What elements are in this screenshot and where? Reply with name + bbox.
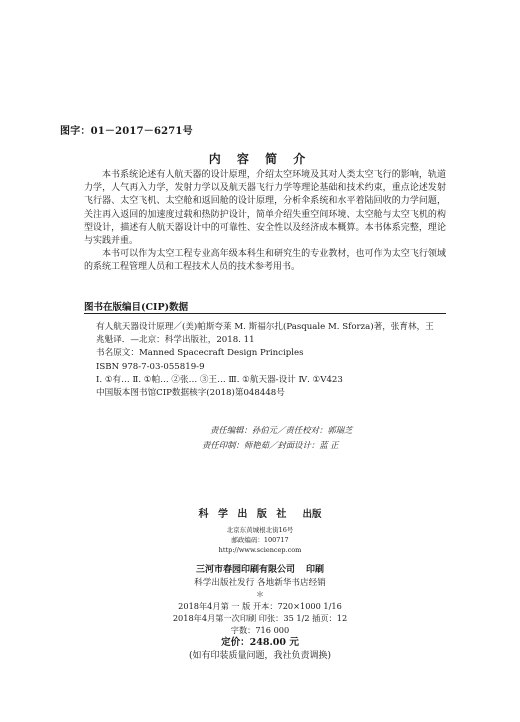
intro-text — [84, 169, 446, 275]
intro-paragraph: 本书可以作为太空工程专业高年级本科生和研究生的专业教材，也可作为太空飞行领域的系统工程管理人员和工程技术人员的技术参考用书。 — [84, 249, 446, 273]
printer-line — [0, 557, 520, 577]
publisher-address: 北京东黄城根北街16号 — [226, 526, 294, 534]
quality-notice: (如有印装质量问题，我社负责调换) — [188, 651, 332, 661]
staff-line: 责任编辑：孙伯元／责任校对：郭瑞芝 — [210, 425, 353, 435]
printer-action: 印刷 — [306, 565, 325, 575]
staff-line: 责任印制：师艳茹／封面设计：蓝 正 — [202, 440, 339, 450]
edition-line: 2018年4月第一次印刷 印张：35 1/2 插页：12 — [172, 613, 348, 623]
publisher-website: http://www.sciencep.com — [218, 546, 302, 554]
cip-line: 中国版本图书馆CIP数据核字(2018)第048448号 — [96, 388, 285, 399]
staff-credits — [202, 423, 353, 453]
edition-line: 2018年4月第 一 版 开本：720×1000 1/16 — [178, 601, 342, 611]
cip-block — [96, 321, 442, 400]
word-count: 字数：716 000 — [230, 625, 290, 635]
publisher-block — [0, 502, 520, 663]
publisher-postcode: 邮政编码：100717 — [231, 536, 289, 544]
printer-name: 三河市春园印刷有限公司 — [195, 565, 295, 575]
intro-title: 内 容 简 介 — [208, 152, 312, 166]
cip-line: Ⅰ. ①有… Ⅱ. ①帕… ②张… ③王… Ⅲ. ①航天器-设计 Ⅳ. ①V423 — [96, 374, 343, 385]
cip-line: ISBN 978-7-03-055819-9 — [96, 361, 205, 372]
cip-title: 图书在版编目(CIP)数据 — [84, 302, 189, 313]
publisher-name: 科 学 出 版 社 — [198, 509, 290, 520]
cip-line: 有人航天器设计原理／(美)帕斯夸莱 M. 斯福尔扎(Pasquale M. Sforza)著，张育林，王兆魁译．—北京：科学出版社，2018. 11 — [96, 322, 434, 346]
publisher-line — [0, 502, 520, 521]
distribution: 科学出版社发行 各地新华书店经销 — [194, 578, 326, 588]
registration-number: 图字：01－2017－6271号 — [60, 126, 193, 137]
price: 定价：248.00 元 — [221, 637, 299, 648]
publisher-action: 出版 — [302, 509, 322, 520]
cip-line: 书名原文：Manned Spacecraft Design Principles — [96, 348, 304, 359]
separator-star: ＊ — [256, 590, 264, 599]
cip-divider — [84, 313, 446, 314]
intro-paragraph: 本书系统论述有人航天器的设计原理，介绍太空环境及其对人类太空飞行的影响，轨道力学，人气再入力学，发射力学以及航天器飞行力学等理论基础和技术约束，重点论述发射飞行器、太空飞机、太空舱和返回舱的设计原理，分析伞系统和水平着陆回收的力学问题，关注再入返回的加速度过载和热防护设计，简单介绍失重空间环境、太空舱与太空飞机的构型设计，描述有人航天器设计中的可靠性、安全性以及经济成本概算。本书体系完整，理论与实践并重。 — [84, 170, 446, 247]
